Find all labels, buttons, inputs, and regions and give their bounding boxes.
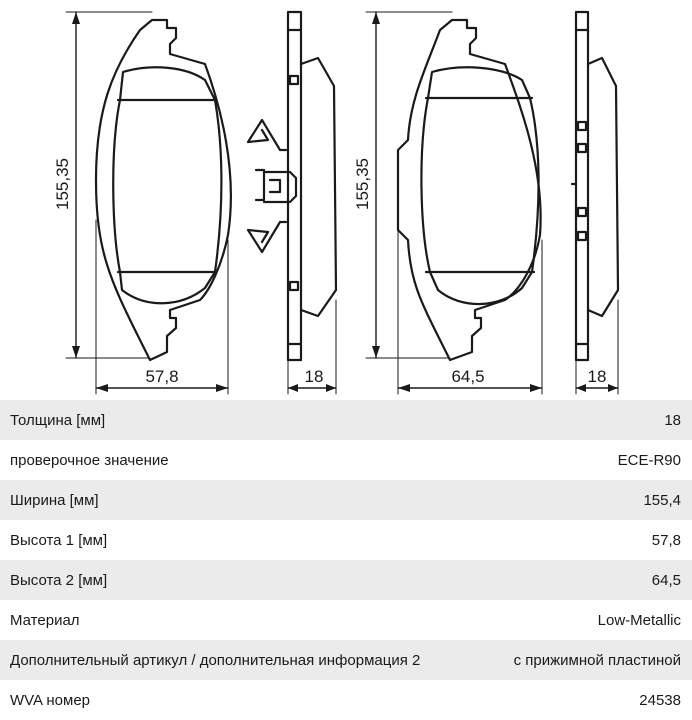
left-side-friction bbox=[301, 58, 336, 316]
right-pad-friction-material bbox=[421, 67, 538, 304]
spec-row-additional-info bbox=[0, 640, 692, 680]
spec-row-width bbox=[0, 480, 692, 520]
spec-label: Ширина [мм] bbox=[10, 491, 99, 509]
spec-row-material bbox=[0, 600, 692, 640]
spec-label: Толщина [мм] bbox=[10, 411, 106, 429]
dim-width-left: 57,8 bbox=[145, 367, 179, 386]
spec-row-thickness bbox=[0, 400, 692, 440]
spec-row-wva-number bbox=[0, 680, 692, 720]
spec-row-height-2 bbox=[0, 560, 692, 600]
spec-value: 155,4 bbox=[643, 491, 681, 509]
spec-value: Low-Metallic bbox=[597, 611, 681, 629]
spec-label: WVA номер bbox=[10, 691, 91, 709]
spec-value: 18 bbox=[664, 411, 681, 429]
spec-label: Высота 2 [мм] bbox=[10, 571, 108, 589]
spec-value: 57,8 bbox=[651, 531, 681, 549]
left-pad-backing-plate bbox=[96, 20, 231, 360]
spec-value: ECE-R90 bbox=[617, 451, 681, 469]
spec-label: Высота 1 [мм] bbox=[10, 531, 108, 549]
left-side-plate bbox=[288, 12, 301, 360]
dim-thickness-left: 18 bbox=[304, 367, 324, 386]
left-pad-friction-material bbox=[113, 67, 221, 303]
dim-width-right: 64,5 bbox=[451, 367, 485, 386]
spec-label: Дополнительный артикул / дополнительная информация 2 bbox=[10, 651, 421, 669]
dim-thickness-right: 18 bbox=[587, 367, 607, 386]
spec-label: Материал bbox=[10, 611, 80, 629]
right-side-plate bbox=[576, 12, 588, 360]
right-side-friction bbox=[588, 58, 618, 316]
spec-value: 24538 bbox=[639, 691, 681, 709]
spec-label: проверочное значение bbox=[10, 451, 169, 469]
specs-table bbox=[0, 400, 692, 720]
spec-row-height-1 bbox=[0, 520, 692, 560]
dim-height-left: 155,35 bbox=[53, 158, 72, 210]
dim-height-right: 155,35 bbox=[353, 158, 372, 210]
right-pad-backing-plate bbox=[398, 20, 541, 360]
spec-row-test-value bbox=[0, 440, 692, 480]
spec-value: 64,5 bbox=[651, 571, 681, 589]
spec-value: с прижимной пластиной bbox=[513, 651, 681, 669]
